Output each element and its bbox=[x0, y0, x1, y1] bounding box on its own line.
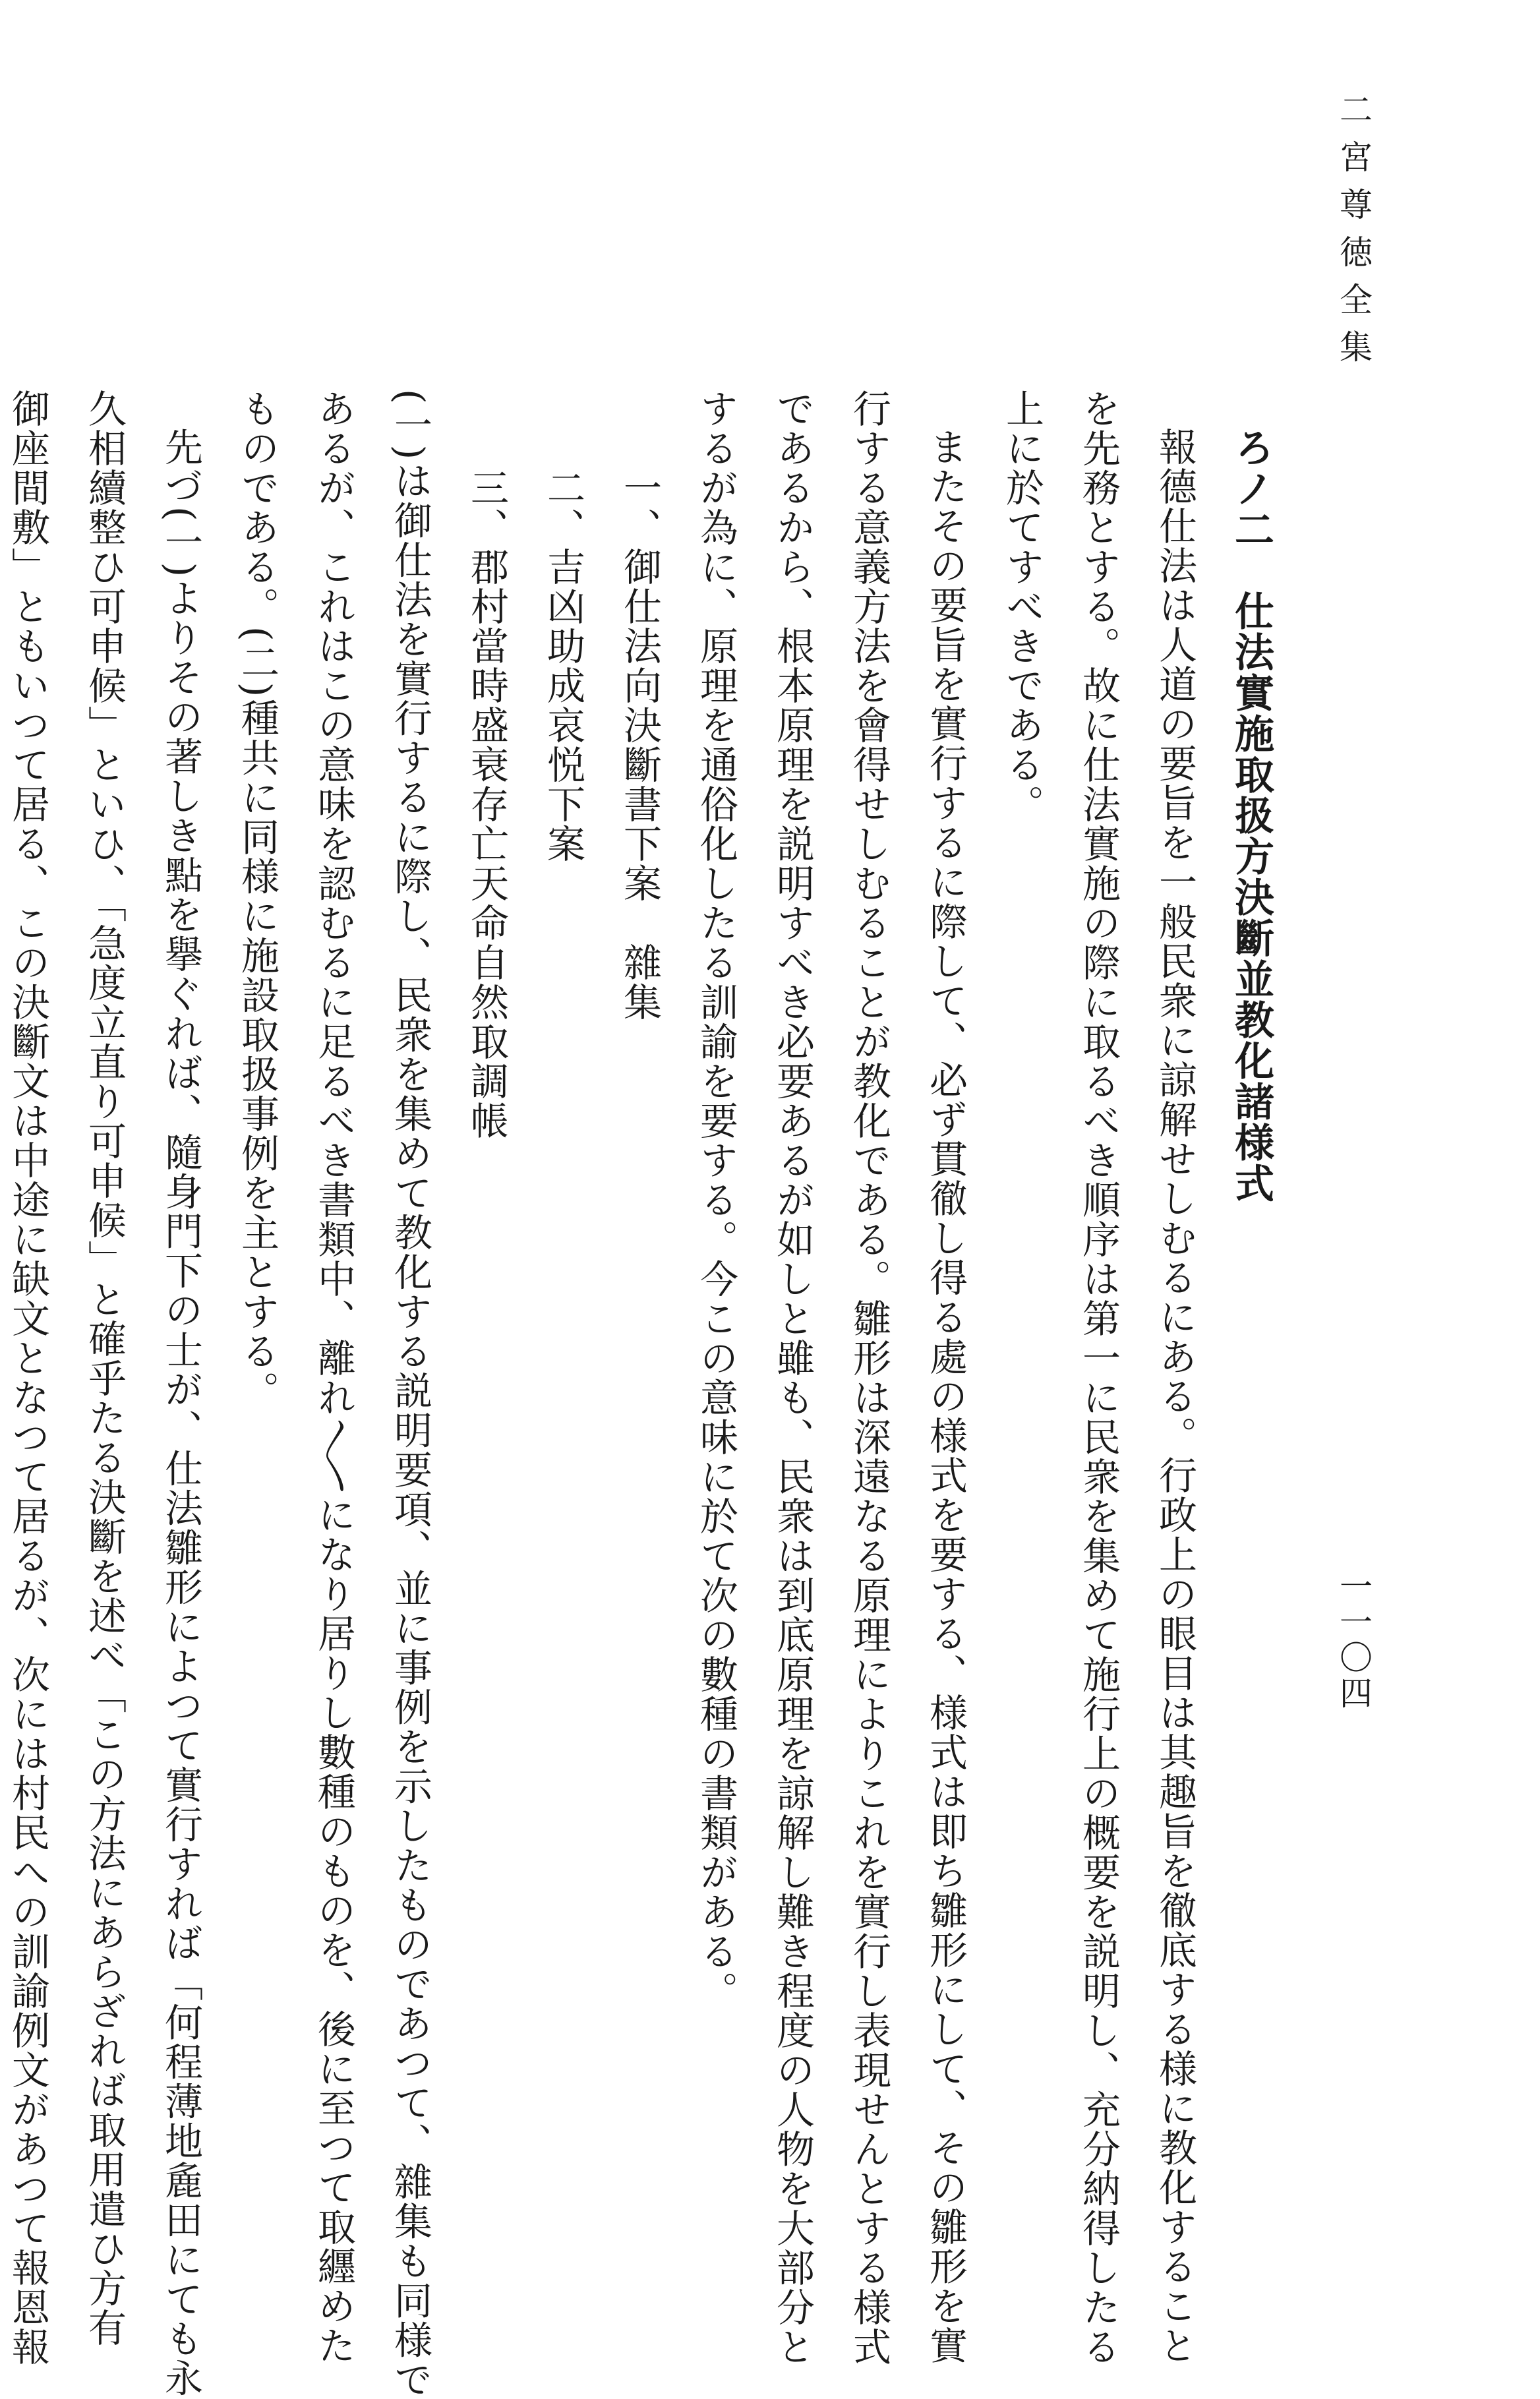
text-line: あるが、これはこの意味を認むるに足るべき書類中、離れ〳〵になり居りし數種のものを、後に至つて取纒めた bbox=[311, 389, 356, 2365]
text-line: 久相續整ひ可申候」といひ、「急度立直り可申候」と確乎たる決斷を述べ「この方法にあらざれば取用遣ひ方有 bbox=[82, 389, 127, 2348]
running-title: 二宮尊徳全集 bbox=[1334, 92, 1373, 377]
text-line: 行する意義方法を會得せしむることが教化である。雛形は深遠なる原理によりこれを實行し表現せんとする様式 bbox=[846, 389, 891, 2367]
text-line: ものである。(二)種共に同様に施設取扱事例を主とする。 bbox=[235, 389, 280, 1411]
list-item: 三、郡村當時盛衰存亡天命自然取調帳 bbox=[464, 468, 509, 1140]
text-line: を先務とする。故に仕法實施の際に取るべき順序は第一に民衆を集めて施行上の概要を説明し、充分納得したる bbox=[1076, 389, 1121, 2367]
text-line: 上に於てすべきである。 bbox=[999, 389, 1044, 824]
text-line: するが為に、原理を通俗化したる訓諭を要する。今この意味に於て次の數種の書類がある。 bbox=[694, 389, 738, 2011]
section-heading: ろノ二 仕法實施取扱方決斷並教化諸様式 bbox=[1228, 427, 1274, 1204]
list-item: 一、御仕法向決斷書下案 雜集 bbox=[617, 468, 662, 1022]
page-number: 一一〇四 bbox=[1334, 1569, 1373, 1711]
text-line: (一)は御仕法を實行するに際し、民衆を集めて教化する説明要項、並に事例を示したものであつて、雜集も同様で bbox=[388, 389, 432, 2399]
text-line: 先づ(一)よりその著しき點を擧ぐれば、隨身門下の士が、仕法雛形によつて實行すれば「何程薄地麁田にても永 bbox=[158, 427, 203, 2398]
text-line: 報德仕法は人道の要旨を一般民衆に諒解せしむるにある。行政上の眼目は其趣旨を徹底する様に教化すること bbox=[1152, 427, 1197, 2365]
list-item: 二、吉凶助成哀悦下案 bbox=[541, 468, 585, 864]
body-text bbox=[0, 389, 1289, 2399]
text-line: 御座間敷」ともいつて居る、この決斷文は中途に缺文となつて居るが、次には村民への訓諭例文があつて報恩報 bbox=[5, 389, 50, 2367]
text-line: であるから、根本原理を説明すべき必要あるが如しと雖も、民衆は到底原理を諒解し難き程度の人物を大部分と bbox=[770, 389, 815, 2367]
text-line: またその要旨を實行するに際して、必ず貫徹し得る處の様式を要する、様式は即ち雛形にして、その雛形を實 bbox=[923, 427, 968, 2365]
